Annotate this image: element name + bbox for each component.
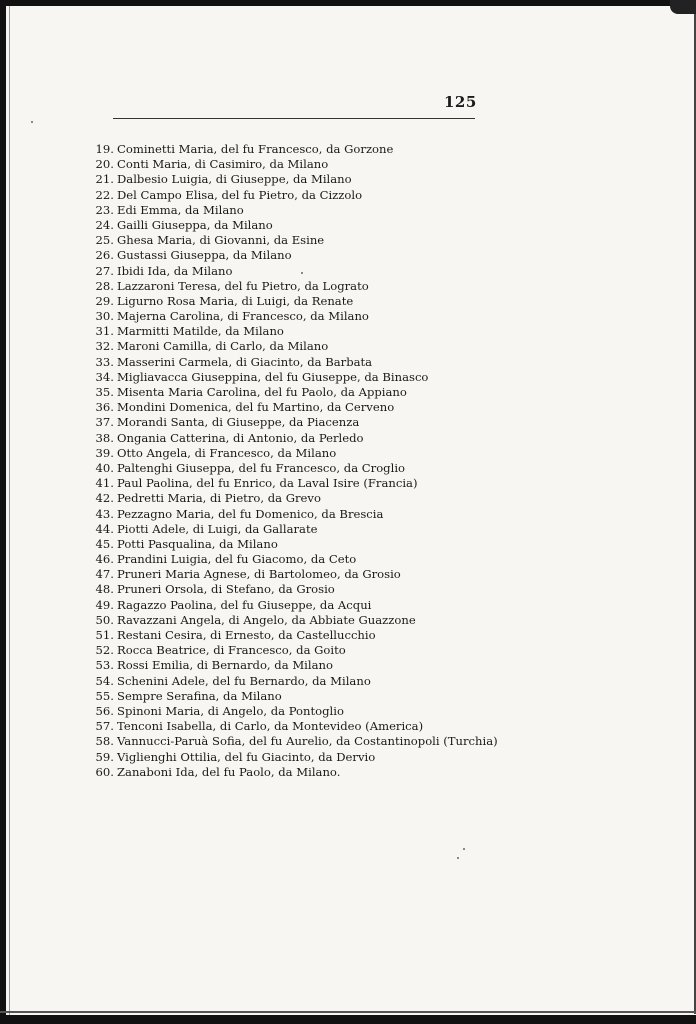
- entry-text: Misenta Maria Carolina, del fu Paolo, da Appiano: [117, 385, 407, 399]
- entry-number: 58.: [95, 734, 114, 749]
- list-item: [86, 324, 498, 339]
- list-item: [86, 598, 498, 613]
- entry-number: 57.: [95, 719, 114, 734]
- entry-number: 55.: [95, 688, 114, 703]
- entry-number: 19.: [95, 142, 114, 156]
- list-item: [86, 719, 498, 734]
- list-item: [86, 537, 498, 552]
- entry-number: 39.: [95, 445, 114, 460]
- list-item: [86, 567, 498, 582]
- entry-text: Del Campo Elisa, del fu Pietro, da Cizzolo: [117, 187, 363, 202]
- entry-text: Viglienghi Ottilia, del fu Giacinto, da Dervio: [117, 749, 376, 764]
- entry-number: 35.: [95, 385, 114, 399]
- entry-text: Sempre Serafina, da Milano: [117, 688, 282, 703]
- list-item: [86, 157, 498, 172]
- entry-text: Gailli Giuseppa, da Milano: [117, 217, 273, 232]
- entry-number: 20.: [95, 157, 114, 172]
- entry-text: Paltenghi Giuseppa, del fu Francesco, da Croglio: [117, 460, 406, 475]
- list-item: [86, 750, 498, 765]
- entry-number: 28.: [95, 278, 114, 293]
- entry-text: Spinoni Maria, di Angelo, da Pontoglio: [117, 703, 344, 718]
- entry-number: 49.: [95, 597, 114, 612]
- scan-edge-corner: [670, 0, 696, 14]
- list-item: [86, 294, 498, 309]
- list-item: [86, 218, 498, 233]
- entry-text: Conti Maria, di Casimiro, da Milano: [117, 157, 329, 172]
- scan-edge-top: [0, 0, 696, 6]
- entry-text: Ligurno Rosa Maria, di Luigi, da Renate: [117, 293, 354, 308]
- list-item: [86, 674, 498, 689]
- entry-number: 54.: [95, 673, 114, 688]
- entry-text: Otto Angela, di Francesco, da Milano: [117, 445, 337, 460]
- entry-text: Piotti Adele, di Luigi, da Gallarate: [117, 521, 318, 536]
- page-number: 125: [444, 93, 477, 111]
- entry-number: 43.: [95, 506, 114, 521]
- name-list: [86, 142, 498, 780]
- entry-text: Cominetti Maria, del fu Francesco, da Gorzone: [117, 142, 394, 156]
- entry-text: Rocca Beatrice, di Francesco, da Goito: [117, 643, 346, 658]
- entry-number: 41.: [95, 476, 114, 491]
- list-item: [86, 172, 498, 187]
- entry-number: 52.: [95, 643, 114, 658]
- entry-text: Schenini Adele, del fu Bernardo, da Milano: [117, 673, 371, 688]
- list-item: [86, 643, 498, 658]
- entry-text: Gustassi Giuseppa, da Milano: [117, 248, 292, 263]
- entry-number: 27.: [95, 263, 114, 278]
- entry-text: Pruneri Maria Agnese, di Bartolomeo, da Grosio: [117, 567, 401, 582]
- entry-number: 24.: [95, 217, 114, 232]
- entry-number: 51.: [95, 628, 114, 642]
- list-item: [86, 491, 498, 506]
- list-item: [86, 279, 498, 294]
- scan-speck: [463, 848, 465, 850]
- list-item: [86, 628, 498, 643]
- list-item: [86, 765, 498, 780]
- list-item: [86, 248, 498, 263]
- entry-text: Dalbesio Luigia, di Giuseppe, da Milano: [117, 172, 352, 187]
- entry-text: Lazzaroni Teresa, del fu Pietro, da Lograto: [117, 278, 369, 293]
- entry-number: 34.: [95, 369, 114, 384]
- entry-text: Ghesa Maria, di Giovanni, da Esine: [117, 233, 325, 248]
- list-item: [86, 203, 498, 218]
- list-item: [86, 339, 498, 354]
- list-item: [86, 613, 498, 628]
- entry-number: 46.: [95, 552, 114, 567]
- entry-text: Mondini Domenica, del fu Martino, da Cerveno: [117, 400, 395, 415]
- entry-number: 30.: [95, 309, 114, 324]
- entry-number: 59.: [95, 749, 114, 764]
- entry-text: Tenconi Isabella, di Carlo, da Montevideo (America): [117, 719, 424, 734]
- entry-text: Pedretti Maria, di Pietro, da Grevo: [117, 491, 321, 506]
- list-item: [86, 142, 498, 157]
- list-item: [86, 446, 498, 461]
- entry-number: 53.: [95, 658, 114, 673]
- entry-text: Majerna Carolina, di Francesco, da Milano: [117, 309, 369, 324]
- entry-number: 33.: [95, 354, 114, 369]
- list-item: [86, 734, 498, 749]
- entry-number: 50.: [95, 612, 114, 627]
- entry-text: Ongania Catterina, di Antonio, da Perledo: [117, 430, 364, 445]
- scan-speck: [31, 121, 33, 123]
- entry-number: 31.: [95, 324, 114, 339]
- entry-number: 38.: [95, 430, 114, 445]
- entry-text: Vannucci-Paruà Sofia, del fu Aurelio, da Costantinopoli (Turchia): [117, 734, 498, 749]
- list-item: [86, 582, 498, 597]
- entry-number: 48.: [95, 582, 114, 597]
- entry-text: Maroni Camilla, di Carlo, da Milano: [117, 339, 329, 354]
- list-item: [86, 522, 498, 537]
- entry-number: 29.: [95, 293, 114, 308]
- list-item: [86, 461, 498, 476]
- entry-text: Morandi Santa, di Giuseppe, da Piacenza: [117, 415, 360, 430]
- entry-number: 22.: [95, 187, 114, 202]
- list-item: [86, 309, 498, 324]
- entry-text: Ravazzani Angela, di Angelo, da Abbiate Guazzone: [117, 612, 416, 627]
- entry-number: 45.: [95, 536, 114, 551]
- entry-number: 26.: [95, 248, 114, 263]
- list-item: [86, 552, 498, 567]
- list-item: [86, 415, 498, 430]
- list-item: [86, 507, 498, 522]
- entry-number: 42.: [95, 491, 114, 506]
- entry-number: 25.: [95, 233, 114, 248]
- list-item: [86, 400, 498, 415]
- list-item: [86, 689, 498, 704]
- entry-number: 23.: [95, 202, 114, 217]
- entry-text: Ragazzo Paolina, del fu Giuseppe, da Acqui: [117, 597, 372, 612]
- list-item: [86, 188, 498, 203]
- entry-text: Potti Pasqualina, da Milano: [117, 536, 278, 551]
- list-item: [86, 264, 498, 279]
- list-item: [86, 658, 498, 673]
- entry-text: Paul Paolina, del fu Enrico, da Laval Isire (Francia): [117, 476, 418, 491]
- list-item: [86, 233, 498, 248]
- entry-number: 37.: [95, 415, 114, 430]
- list-item: [86, 355, 498, 370]
- entry-text: Restani Cesira, di Ernesto, da Castellucchio: [117, 628, 376, 642]
- list-item: [86, 431, 498, 446]
- entry-number: 32.: [95, 339, 114, 354]
- entry-text: Zanaboni Ida, del fu Paolo, da Milano.: [117, 764, 341, 779]
- entry-text: Migliavacca Giuseppina, del fu Giuseppe, da Binasco: [117, 369, 429, 384]
- entry-number: 21.: [95, 172, 114, 187]
- entry-text: Rossi Emilia, di Bernardo, da Milano: [117, 658, 333, 673]
- entry-number: 40.: [95, 460, 114, 475]
- list-item: [86, 370, 498, 385]
- header-rule: [113, 118, 475, 119]
- list-item: [86, 704, 498, 719]
- scan-edge-left: [0, 0, 6, 1024]
- list-item: [86, 476, 498, 491]
- entry-number: 56.: [95, 703, 114, 718]
- entry-text: Edi Emma, da Milano: [117, 202, 244, 217]
- scan-speck: [301, 272, 303, 274]
- entry-number: 36.: [95, 400, 114, 415]
- entry-text: Pezzagno Maria, del fu Domenico, da Brescia: [117, 506, 384, 521]
- entry-text: Masserini Carmela, di Giacinto, da Barbata: [117, 354, 373, 369]
- entry-text: Ibidi Ida, da Milano: [117, 263, 233, 278]
- scan-edge-bottom: [0, 1015, 696, 1024]
- entry-text: Marmitti Matilde, da Milano: [117, 324, 284, 339]
- entry-text: Pruneri Orsola, di Stefano, da Grosio: [117, 582, 335, 597]
- entry-number: 60.: [95, 764, 114, 779]
- scan-speck: [457, 857, 459, 859]
- list-item: [86, 385, 498, 400]
- entry-number: 47.: [95, 567, 114, 582]
- entry-number: 44.: [95, 521, 114, 536]
- entry-text: Prandini Luigia, del fu Giacomo, da Ceto: [117, 552, 357, 567]
- scan-edge-bottom-line: [0, 1011, 696, 1013]
- scan-edge-left-line: [9, 6, 10, 1016]
